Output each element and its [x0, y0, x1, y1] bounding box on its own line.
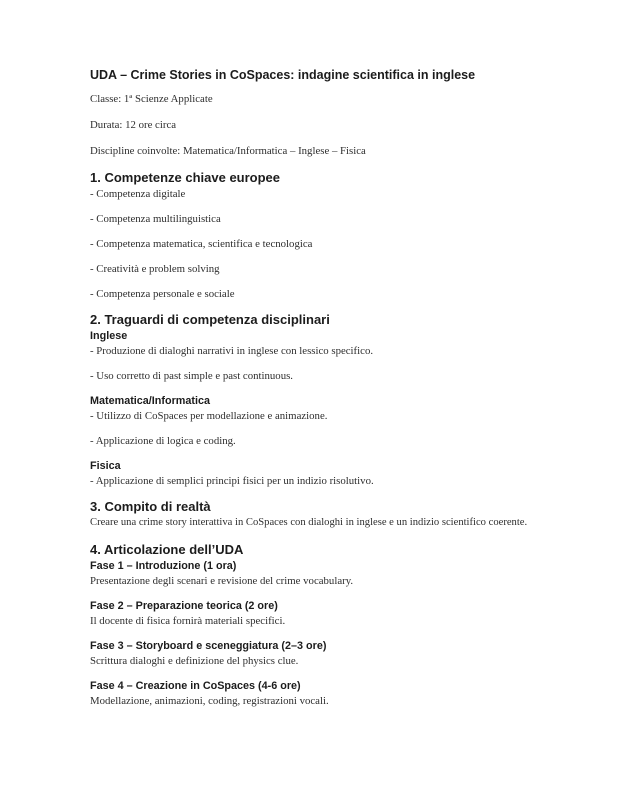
competency-item-digitale: - Competenza digitale — [90, 188, 186, 200]
objective-item: - Applicazione di semplici principi fisici per un indizio risolutivo. — [90, 475, 374, 487]
phase-3-desc: Scrittura dialoghi e definizione del physics clue. — [90, 654, 299, 667]
phase-4-title: Fase 4 – Creazione in CoSpaces (4-6 ore) — [90, 679, 301, 692]
competency-item-creativita: - Creatività e problem solving — [90, 263, 220, 275]
section-3-heading: 3. Compito di realtà — [90, 499, 211, 514]
section-4-heading: 4. Articolazione dell’UDA — [90, 541, 244, 557]
doc-title: UDA – Crime Stories in CoSpaces: indagine scientifica in inglese — [90, 68, 476, 82]
task-description: Creare una crime story interattiva in CoSpaces con dialoghi in inglese e un indizio scientifico coerente. — [90, 517, 528, 528]
subject-subheading-inglese: Inglese — [90, 330, 128, 342]
phase-2 — [90, 599, 545, 628]
phase-2-desc: Il docente di fisica fornirà materiali specifici. — [90, 614, 286, 627]
meta-durata: Durata: 12 ore circa — [90, 119, 177, 131]
phase-3-title: Fase 3 – Storyboard e sceneggiatura (2–3 ore) — [90, 639, 327, 652]
subject-subheading-fisica: Fisica — [90, 460, 121, 472]
phase-1 — [90, 559, 545, 588]
meta-discipline: Discipline coinvolte: Matematica/Informatica – Inglese – Fisica — [90, 145, 366, 157]
section-2-heading: 2. Traguardi di competenza disciplinari — [90, 312, 330, 327]
phase-1-desc: Presentazione degli scenari e revisione del crime vocabulary. — [90, 574, 354, 587]
objective-item: - Utilizzo di CoSpaces per modellazione e animazione. — [90, 410, 328, 422]
phase-2-title: Fase 2 – Preparazione teorica (2 ore) — [90, 599, 278, 612]
objective-item: - Produzione di dialoghi narrativi in inglese con lessico specifico. — [90, 345, 374, 357]
section-1-heading: 1. Competenze chiave europee — [90, 170, 281, 185]
competency-item-matematica: - Competenza matematica, scientifica e tecnologica — [90, 238, 313, 250]
competency-item-personale: - Competenza personale e sociale — [90, 288, 235, 300]
objective-item: - Applicazione di logica e coding. — [90, 435, 236, 447]
subject-group-matematica-informatica — [90, 394, 545, 448]
phase-4 — [90, 679, 545, 708]
phase-1-title: Fase 1 – Introduzione (1 ora) — [90, 559, 237, 572]
subject-group-inglese — [90, 329, 545, 383]
subject-group-fisica — [90, 459, 545, 488]
phase-3 — [90, 639, 545, 668]
phase-4-desc: Modellazione, animazioni, coding, registrazioni vocali. — [90, 694, 329, 707]
subject-subheading-matematica-informatica: Matematica/Informatica — [90, 395, 211, 407]
objective-item: - Uso corretto di past simple e past continuous. — [90, 370, 294, 382]
meta-classe: Classe: 1ª Scienze Applicate — [90, 93, 213, 105]
competency-item-multilinguistica: - Competenza multilinguistica — [90, 213, 221, 225]
